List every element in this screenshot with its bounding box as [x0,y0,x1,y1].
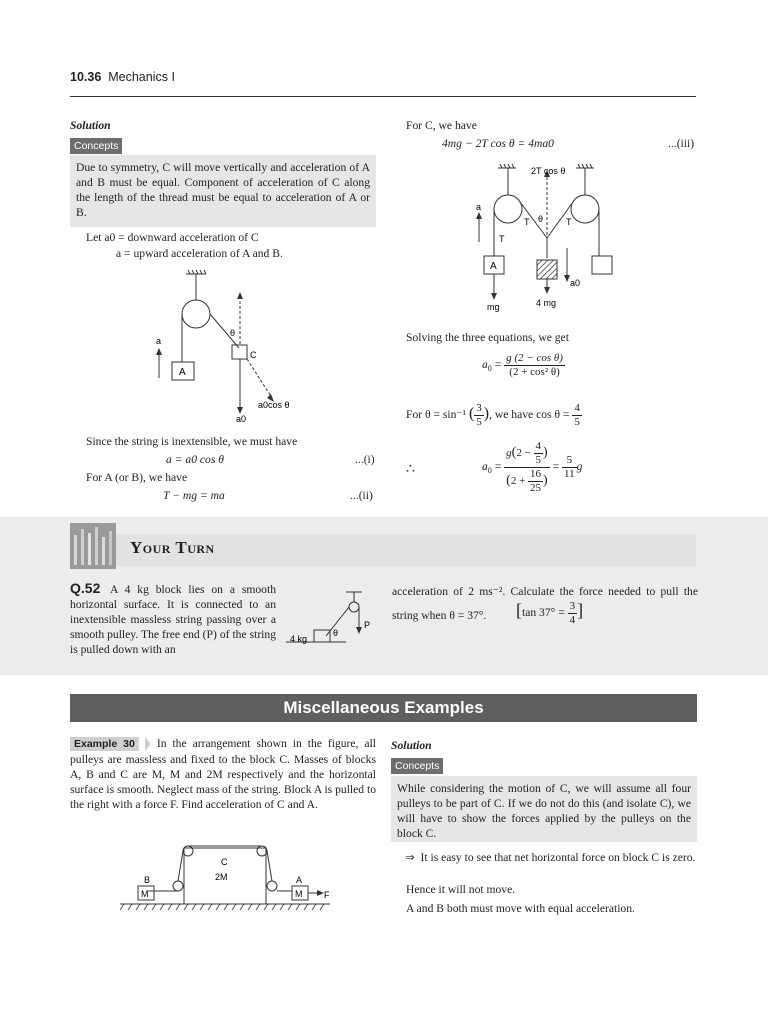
page-header [70,70,175,84]
misc-solution-label: Solution [391,739,432,752]
figure-q52 [286,590,378,654]
misc-point-1-text: It is easy to see that net horizontal force on block C is zero. [420,851,696,864]
g-symbol: g [506,447,512,460]
let-line-1: Let a0 = downward acceleration of C [86,231,259,244]
fig1-label-C: C [250,350,257,360]
for-theta-text: For θ = sin⁻¹ [406,408,467,422]
equation-2-tag: ...(ii) [350,489,373,502]
figure-example-30 [120,838,332,914]
a0-formula: $a_0$ = $\frac{\text{g (2 − cos θ)}}{\text{(2 + cos² θ)}}$ [482,352,563,378]
tan-num: 3 [569,600,576,612]
for-theta-line: For θ = sin⁻¹ ( $\frac{3}{5}$ ), we have cos θ = $\frac{4}{5}$ [406,402,580,428]
a0-formula-numerator: g (2 − cos θ) [506,352,563,364]
fig1-label-A: A [179,367,186,378]
misc-heading: Miscellaneous Examples [70,694,697,722]
frac-5c: 5 [535,454,542,466]
equation-1: a = a0 cos θ [166,453,224,466]
fig2-label-mg: mg [487,302,500,312]
equation-2: T − mg = ma [163,489,225,502]
concepts-tag: Concepts [70,138,122,154]
fig2-label-2Tcos: 2T cos θ [531,166,566,176]
concept-box [70,155,376,227]
solving-line: Solving the three equations, we get [406,331,569,344]
ex-label-2M: 2M [215,872,228,882]
fig2-label-theta: θ [538,214,544,224]
example-30 [70,736,376,812]
final-a0: $a_0$ = g(2 − $\frac{4}{5}$ ) (2 + $\frac{16}{25}$ ) = $\frac{5}{11}$ g [482,440,583,494]
misc-concepts-tag: Concepts [391,758,443,774]
fig2-label-T-right: T [566,217,572,227]
example-text: In the arrangement shown in the figure, all pulleys are massless and fixed to the block C. Masses of blocks A, B and C are M, M and 2M respectively and the horizontal surface is smooth. Neglect mass of the string. Block A is pulled to the right with a force F. Find acceleration of C and A. [70,737,377,811]
q52-label-theta: θ [333,628,339,638]
frac-3: 3 [476,402,482,414]
ex-label-M-left: M [141,889,149,899]
misc-point-2: Hence it will not move. [406,883,516,896]
misc-concept-text: While considering the motion of C, we will assume all four pulleys to be part of C. If we do not do this (and isolate C), we will have to show the forces applied by the pulleys on the block C. [397,782,691,840]
figure-pulley-left [150,268,310,424]
fig2-label-A: A [490,261,497,272]
a0-formula-denominator: (2 + cos² θ) [509,366,560,378]
frac-16: 16 [530,468,542,480]
ex-label-B: B [144,875,151,885]
frac-final-num: 5 [562,454,577,468]
fig2-label-4mg: 4 mg [536,298,557,308]
header-rule [70,96,696,97]
ex-label-A: A [296,875,303,885]
tan-den: 4 [569,614,576,626]
tan-text: tan 37° = [522,606,565,620]
fig1-label-a0: a0 [236,414,247,424]
example-label: Example 30 [70,737,139,751]
frac-4: 4 [574,402,580,414]
fig2-label-T-left: T [499,234,505,244]
fig2-label-a: a [476,202,482,212]
figure-pulley-right [470,162,620,318]
question-text-left [70,582,276,657]
frac-final-den: 11 [564,468,575,480]
fig1-label-theta: θ [230,328,236,338]
your-turn-image [70,523,116,569]
ex-label-M-right: M [295,889,303,899]
therefore-symbol: ∴ [406,462,415,477]
misc-point-1 [391,850,697,865]
ex-label-C: C [221,857,228,867]
solution-label: Solution [70,119,111,132]
fig2-label-T-mid: T [524,217,530,227]
question-text-right: acceleration of 2 ms⁻². Calculate the force needed to pull the string when θ = 37°. [392,585,698,622]
ex-label-F: F [324,890,330,900]
we-have-text: , we have cos θ = [489,408,570,422]
frac-5: 5 [476,416,482,428]
misc-point-3: A and B both must move with equal acceleration. [406,902,635,915]
inextensible-line: Since the string is inextensible, we must have [86,435,298,448]
g-symbol-2: g [576,460,583,474]
fig1-label-a: a [156,336,162,346]
fig1-label-a0cos: a0cos θ [258,400,290,410]
arrow-icon: ⇒ [405,851,415,864]
equation-1-tag: ...(i) [355,453,375,466]
concept-text: Due to symmetry, C will move vertically and acceleration of A and B must be equal. Component of acceleration of C along the length of the thread must be equal to acceleration of A or B. [76,161,370,219]
frac-25: 25 [530,482,542,494]
book-title: Mechanics I [108,70,175,84]
question-text-left-body: A 4 kg block lies on a smooth horizontal surface. It is connected to an inextensible massless string passing over a smooth pulley. The free end (P) of the string is pulled down with an [70,583,276,656]
frac-5b: 5 [574,416,580,428]
for-A-line: For A (or B), we have [86,471,188,484]
question-number: Q.52 [70,580,101,596]
equation-3: 4mg − 2T cos θ = 4ma0 [442,137,554,150]
for-C-line: For C, we have [406,119,477,132]
misc-concept-box [391,776,697,842]
equation-3-tag: ...(iii) [668,137,695,150]
fig2-label-a0: a0 [570,278,581,288]
your-turn-heading: Your Turn [130,538,215,557]
frac-4b: 4 [535,440,542,452]
tan-hint: [tan 37° = $\frac{3}{4}$ ] [516,600,584,626]
q52-label-P: P [364,620,371,630]
q52-label-4kg: 4 kg [290,634,308,644]
let-line-2: a = upward acceleration of A and B. [116,247,283,260]
page-number: 10.36 [70,70,102,84]
